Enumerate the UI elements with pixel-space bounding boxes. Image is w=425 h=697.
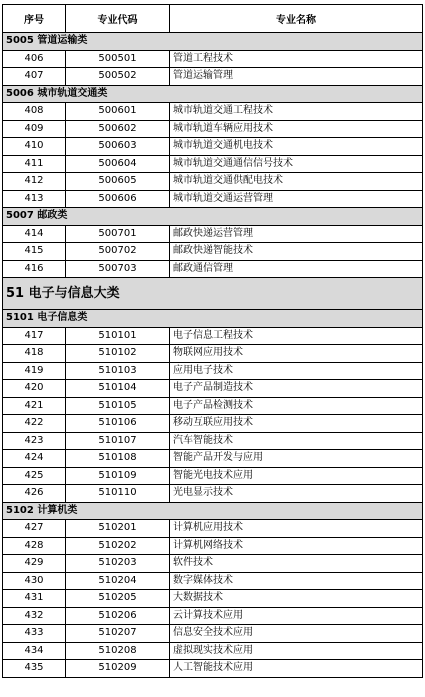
row-name: 计算机应用技术 [170, 520, 423, 538]
row-name: 电子产品制造技术 [170, 380, 423, 398]
table-row [3, 362, 423, 380]
row-name: 邮政快递运营管理 [170, 225, 423, 243]
row-seq: 432 [3, 607, 66, 625]
row-code: 510103 [66, 362, 170, 380]
row-seq: 407 [3, 68, 66, 86]
row-name: 信息安全技术应用 [170, 625, 423, 643]
row-code: 500606 [66, 190, 170, 208]
table-row [3, 555, 423, 573]
table-row [3, 450, 423, 468]
category-row [3, 208, 423, 226]
row-code: 510208 [66, 642, 170, 660]
row-code: 500502 [66, 68, 170, 86]
row-name: 管道运输管理 [170, 68, 423, 86]
table-row [3, 625, 423, 643]
table-row [3, 345, 423, 363]
row-code: 500701 [66, 225, 170, 243]
row-name: 光电显示技术 [170, 485, 423, 503]
row-code: 510102 [66, 345, 170, 363]
table-row [3, 467, 423, 485]
row-name: 数字媒体技术 [170, 572, 423, 590]
row-code: 510109 [66, 467, 170, 485]
row-code: 500601 [66, 103, 170, 121]
row-name: 物联网应用技术 [170, 345, 423, 363]
row-seq: 413 [3, 190, 66, 208]
row-code: 510106 [66, 415, 170, 433]
table-row [3, 520, 423, 538]
row-name: 智能产品开发与应用 [170, 450, 423, 468]
table-row [3, 138, 423, 156]
table-row [3, 415, 423, 433]
category-label: 5101 电子信息类 [3, 310, 423, 328]
row-seq: 415 [3, 243, 66, 261]
major-category-row [3, 278, 423, 310]
row-seq: 430 [3, 572, 66, 590]
row-name: 人工智能技术应用 [170, 660, 423, 678]
row-seq: 419 [3, 362, 66, 380]
table-row [3, 642, 423, 660]
row-seq: 434 [3, 642, 66, 660]
header-row [3, 5, 423, 33]
row-seq: 429 [3, 555, 66, 573]
row-name: 计算机网络技术 [170, 537, 423, 555]
category-row [3, 85, 423, 103]
row-code: 510202 [66, 537, 170, 555]
row-seq: 422 [3, 415, 66, 433]
table-row [3, 173, 423, 191]
row-name: 应用电子技术 [170, 362, 423, 380]
row-seq: 409 [3, 120, 66, 138]
category-row [3, 502, 423, 520]
row-seq: 412 [3, 173, 66, 191]
table-row [3, 537, 423, 555]
row-seq: 417 [3, 327, 66, 345]
row-seq: 416 [3, 260, 66, 278]
table-row [3, 225, 423, 243]
table-row [3, 327, 423, 345]
table-row [3, 243, 423, 261]
table-row [3, 155, 423, 173]
row-code: 510104 [66, 380, 170, 398]
category-label: 5007 邮政类 [3, 208, 423, 226]
category-row [3, 310, 423, 328]
row-name: 城市轨道车辆应用技术 [170, 120, 423, 138]
row-code: 510107 [66, 432, 170, 450]
table-row [3, 380, 423, 398]
row-name: 云计算技术应用 [170, 607, 423, 625]
table-row [3, 660, 423, 678]
category-label: 5006 城市轨道交通类 [3, 85, 423, 103]
header-name: 专业名称 [170, 5, 423, 33]
row-seq: 410 [3, 138, 66, 156]
row-code: 500602 [66, 120, 170, 138]
table-row [3, 572, 423, 590]
header-code: 专业代码 [66, 5, 170, 33]
row-code: 510110 [66, 485, 170, 503]
row-name: 城市轨道交通工程技术 [170, 103, 423, 121]
row-name: 邮政快递智能技术 [170, 243, 423, 261]
row-code: 500604 [66, 155, 170, 173]
table-body [3, 33, 423, 678]
row-name: 邮政通信管理 [170, 260, 423, 278]
row-name: 电子产品检测技术 [170, 397, 423, 415]
row-name: 城市轨道交通机电技术 [170, 138, 423, 156]
row-seq: 431 [3, 590, 66, 608]
row-seq: 427 [3, 520, 66, 538]
table-row [3, 103, 423, 121]
row-code: 510203 [66, 555, 170, 573]
row-seq: 428 [3, 537, 66, 555]
row-seq: 418 [3, 345, 66, 363]
table-row [3, 590, 423, 608]
category-label: 5102 计算机类 [3, 502, 423, 520]
row-seq: 424 [3, 450, 66, 468]
row-seq: 411 [3, 155, 66, 173]
row-seq: 421 [3, 397, 66, 415]
row-code: 500605 [66, 173, 170, 191]
table-row [3, 607, 423, 625]
row-code: 500703 [66, 260, 170, 278]
table-row [3, 50, 423, 68]
row-code: 510101 [66, 327, 170, 345]
table-row [3, 260, 423, 278]
row-name: 管道工程技术 [170, 50, 423, 68]
row-name: 移动互联应用技术 [170, 415, 423, 433]
row-code: 500501 [66, 50, 170, 68]
row-name: 汽车智能技术 [170, 432, 423, 450]
row-code: 510209 [66, 660, 170, 678]
table-row [3, 68, 423, 86]
row-code: 510205 [66, 590, 170, 608]
row-code: 510105 [66, 397, 170, 415]
row-name: 城市轨道交通运营管理 [170, 190, 423, 208]
row-name: 电子信息工程技术 [170, 327, 423, 345]
row-code: 510206 [66, 607, 170, 625]
majors-table [2, 4, 423, 678]
row-seq: 425 [3, 467, 66, 485]
row-code: 510201 [66, 520, 170, 538]
header-seq: 序号 [3, 5, 66, 33]
table-row [3, 432, 423, 450]
row-code: 500603 [66, 138, 170, 156]
table-row [3, 120, 423, 138]
row-seq: 435 [3, 660, 66, 678]
row-name: 大数据技术 [170, 590, 423, 608]
category-label: 5005 管道运输类 [3, 33, 423, 51]
row-code: 500702 [66, 243, 170, 261]
row-name: 智能光电技术应用 [170, 467, 423, 485]
row-seq: 420 [3, 380, 66, 398]
major-category-label: 51 电子与信息大类 [3, 278, 423, 310]
row-name: 城市轨道交通供配电技术 [170, 173, 423, 191]
row-seq: 406 [3, 50, 66, 68]
row-seq: 414 [3, 225, 66, 243]
row-code: 510204 [66, 572, 170, 590]
category-row [3, 33, 423, 51]
row-seq: 433 [3, 625, 66, 643]
row-seq: 426 [3, 485, 66, 503]
table-row [3, 397, 423, 415]
row-name: 软件技术 [170, 555, 423, 573]
row-code: 510207 [66, 625, 170, 643]
row-seq: 423 [3, 432, 66, 450]
row-name: 城市轨道交通通信信号技术 [170, 155, 423, 173]
row-name: 虚拟现实技术应用 [170, 642, 423, 660]
table-row [3, 190, 423, 208]
table-row [3, 485, 423, 503]
row-code: 510108 [66, 450, 170, 468]
row-seq: 408 [3, 103, 66, 121]
